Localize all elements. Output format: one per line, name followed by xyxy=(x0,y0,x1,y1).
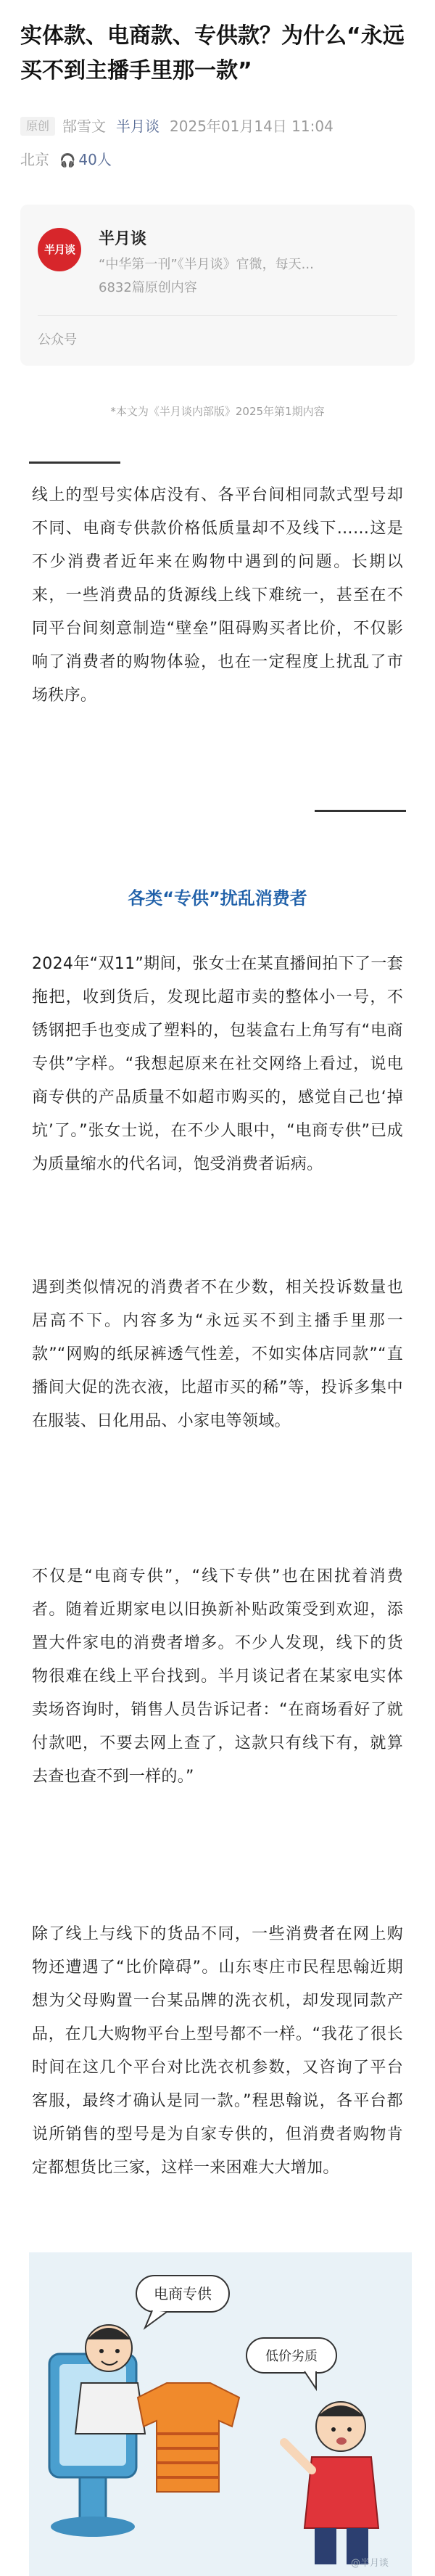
location-text: 北京 xyxy=(20,151,49,168)
card-divider xyxy=(38,315,397,316)
cartoon-illustration xyxy=(29,2252,412,2576)
account-card-name: 半月谈 xyxy=(99,230,147,248)
cartoon-svg xyxy=(29,2252,412,2576)
body-paragraph-1: 2024年“双11”期间，张女士在某直播间拍下了一套拖把，收到货后，发现比超市卖的整体小一号，不锈钢把手也变成了塑料的，包装盒右上角写有“电商专供”字样。“我想起原来在社交网络上看过，说电商专供的产品质量不如超市购买的，感觉自己也‘掉坑’了。”张女士说，在不少人眼中，“电商专供”已成为质量缩水的代名词，饱受消费者诟病。 xyxy=(32,955,403,1173)
article-meta xyxy=(20,115,426,138)
body-paragraph-3: 不仅是“电商专供”，“线下专供”也在困扰着消费者。随着近期家电以旧换新补贴政策受到欢迎，添置大件家电的消费者增多。不少人发现，线下的货物很难在线上平台找到。半月谈记者在某家电实体卖场咨询时，销售人员告诉记者：“在商场看好了就付款吧，不要去网上查了，这款只有线下有，就算去查也查不到一样的。” xyxy=(32,1567,403,1786)
original-tag: 原创 xyxy=(20,117,55,136)
intro-paragraph: 线上的型号实体店没有、各平台间相同款式型号却不同、电商专供款价格低质量却不及线下……这是不少消费者近年来在购物中遇到的问题。长期以来，一些消费品的货源线上线下难统一，甚至在不同平台间刻意制造“壁垒”阻碍购买者比价，不仅影响了消费者的购物体验，也在一定程度上扰乱了市场秩序。 xyxy=(32,486,403,705)
bubble-left-text: 电商专供 xyxy=(154,2285,212,2302)
listen-count: 40人 xyxy=(78,151,112,168)
account-card-type: 公众号 xyxy=(38,332,77,348)
publish-datetime: 2025年01月14日 11:04 xyxy=(170,118,334,135)
account-logo: 半月谈 xyxy=(38,228,81,271)
article-meta-location xyxy=(20,148,112,173)
quote-line-bottom xyxy=(315,810,406,812)
body-paragraph-2: 遇到类似情况的消费者不在少数，相关投诉数量也居高不下。内容多为“永远买不到主播手里那一款”“网购的纸尿裤透气性差，不如实体店同款”“直播间大促的洗衣液，比超市买的稀”等，投诉多集中在服装、日化用品、小家电等领域。 xyxy=(32,1279,403,1430)
section-heading: 各类“专供”扰乱消费者 xyxy=(128,888,307,908)
illustration-watermark: @半月谈 xyxy=(350,2558,389,2569)
account-link[interactable]: 半月谈 xyxy=(116,118,160,135)
account-card-description: “中华第一刊”《半月谈》官微，每天... xyxy=(99,257,314,272)
body-paragraph-4: 除了线上与线下的货品不同，一些消费者在网上购物还遭遇了“比价障碍”。山东枣庄市民程思翰近期想为父母购置一台某品牌的洗衣机，却发现同款产品，在几大购物平台上型号都不一样。“我花了很长时间在这几个平台对比洗衣机参数，又咨询了平台客服，最终才确认是同一款。”程思翰说，各平台都说所销售的型号是为自家专供的，但消费者购物肯定都想货比三家，这样一来困难大大增加。 xyxy=(32,1925,403,2177)
author-name: 郜雪文 xyxy=(62,118,107,135)
source-note: *本文为《半月谈内部版》2025年第1期内容 xyxy=(110,405,325,418)
account-card-article-count: 6832篇原创内容 xyxy=(99,280,197,295)
headphones-icon: 🎧 xyxy=(59,153,76,168)
listen-button[interactable] xyxy=(59,151,112,168)
quote-line-top xyxy=(29,462,120,464)
account-card[interactable] xyxy=(20,205,415,366)
article-title: 实体款、电商款、专供款？为什么“永远买不到主播手里那一款” xyxy=(20,23,405,83)
bubble-right-text: 低价劣质 xyxy=(265,2349,318,2364)
